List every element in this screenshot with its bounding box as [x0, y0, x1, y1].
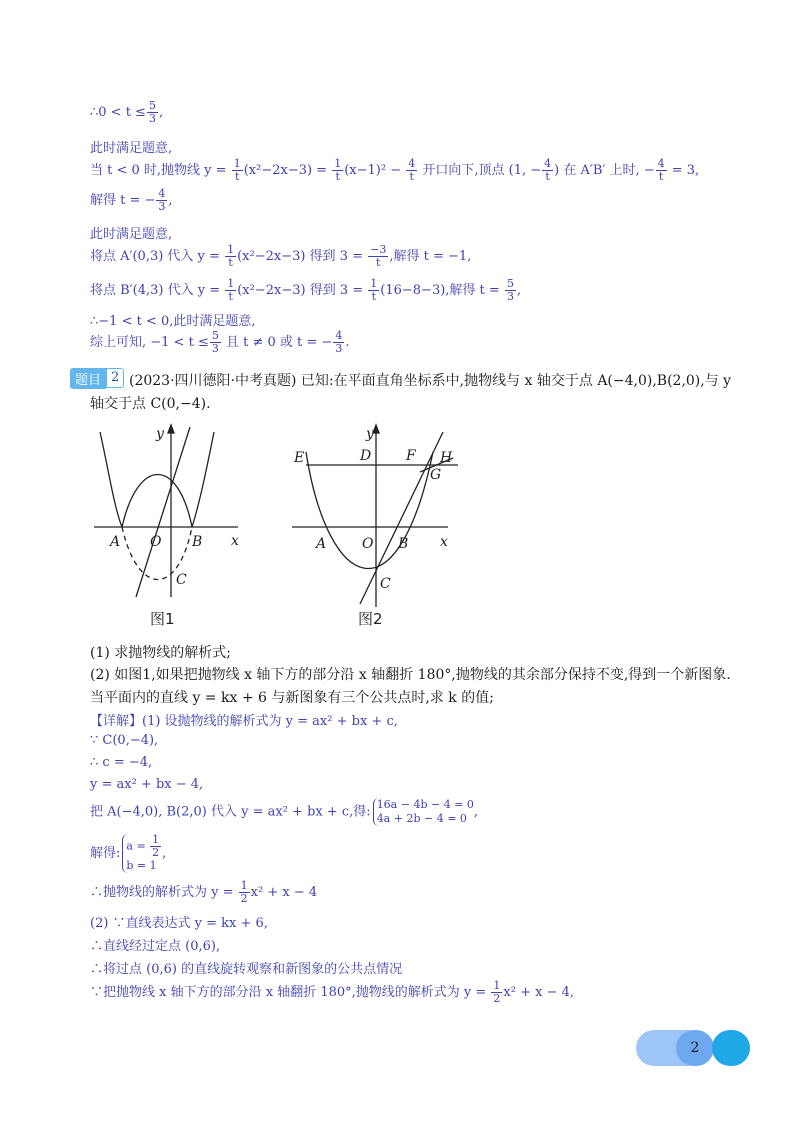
sol-line-4: 解得 t = − $\frac{4}{3}$ , — [90, 187, 173, 213]
problem-number: 2 — [106, 368, 124, 388]
fig1-label-o: O — [150, 534, 162, 550]
sol-line-2: 此时满足题意, — [90, 141, 173, 156]
sol-line-3: 当 t < 0 时,抛物线 y = $\frac{1}{t}$ (x²−2x−3) = $\frac{1}{t}$ (x−1)² − $\frac{4}{t}$ 开口向下,顶点 (1, − $\frac{4}{t}$ ) 在 A′B′ 上时, − $\frac{4}{t}$ = 3, — [90, 157, 700, 183]
fig2-label-h: H — [440, 450, 453, 466]
question-2a: (2) 如图1,如果把抛物线 x 轴下方的部分沿 x 轴翻折 180°,抛物线的其余部分保持不变,得到一个新图象. — [90, 667, 731, 683]
fig2-label-b: B — [398, 536, 409, 552]
detail-line-11: ∵把抛物线 x 轴下方的部分沿 x 轴翻折 180°,抛物线的解析式为 y = $\frac{1}{2}$ x² + x − 4, — [90, 979, 575, 1005]
problem-badge — [70, 368, 124, 388]
fig2-label-g: G — [430, 467, 442, 483]
detail-line-8: (2) ∵直线表达式 y = kx + 6, — [90, 916, 268, 931]
fig1-parabola-left — [100, 432, 122, 527]
detail-line-10: ∴将过点 (0,6) 的直线旋转观察和新图象的公共点情况 — [90, 962, 403, 977]
page-decoration-right — [712, 1030, 750, 1066]
question-2b: 当平面内的直线 y = kx + 6 与新图象有三个公共点时,求 k 的值; — [90, 690, 494, 706]
sol-line-1: ∴0 < t ≤ $\frac{5}{3}$ , — [90, 99, 164, 125]
fig1-parabola-right — [192, 432, 214, 527]
problem-text-1: (2023·四川德阳·中考真题) 已知:在平面直角坐标系中,抛物线与 x 轴交于点 A(−4,0),B(2,0),与 y — [129, 373, 732, 389]
detail-line-5: 把 A(−4,0), B(2,0) 代入 y = ax² + bx + c,得: 16a − 4b − 4 = 0 4a + 2b − 4 = 0 , — [90, 798, 479, 825]
detail-line-4: y = ax² + bx − 4, — [90, 777, 204, 792]
fig1-label-x: x — [231, 533, 239, 549]
fig1-y-arrow — [168, 425, 174, 433]
fig2-label-f: F — [406, 448, 416, 464]
fig1-label-a: A — [110, 534, 121, 550]
problem-text-2: 轴交于点 C(0,−4). — [90, 396, 211, 412]
fig2-label-a: A — [316, 536, 327, 552]
fig1-flipped-arc — [122, 475, 192, 528]
fig1-label-c: C — [176, 572, 187, 588]
fig2-label-o: O — [362, 536, 374, 552]
fig2-caption: 图2 — [358, 610, 383, 628]
fig2-label-d: D — [360, 448, 372, 464]
sol-line-5: 此时满足题意, — [90, 227, 173, 242]
sol-line-8: ∴−1 < t < 0,此时满足题意, — [90, 314, 256, 329]
problem-tag: 题目 — [70, 368, 106, 389]
fig2-tangent-line — [360, 432, 443, 604]
fig1-caption: 图1 — [150, 610, 175, 628]
figure-1 — [88, 422, 248, 602]
detail-line-2: ∵ C(0,−4), — [90, 733, 159, 748]
page-number: 2 — [676, 1030, 714, 1066]
figure-2 — [288, 422, 468, 607]
detail-line-6: 解得: a = $\frac{1}{2}$ b = 1 , — [90, 833, 167, 872]
question-1: (1) 求抛物线的解析式; — [90, 645, 231, 661]
fig1-label-b: B — [192, 534, 203, 550]
fig2-label-e: E — [294, 450, 305, 466]
sol-line-9: 综上可知, −1 < t ≤ $\frac{5}{3}$ 且 t ≠ 0 或 t = − $\frac{4}{3}$ . — [90, 329, 350, 355]
fig2-label-c: C — [380, 576, 391, 592]
detail-line-7: ∴抛物线的解析式为 y = $\frac{1}{2}$ x² + x − 4 — [90, 879, 318, 905]
fig1-label-y: y — [156, 426, 164, 442]
sol-line-7: 将点 B′(4,3) 代入 y = $\frac{1}{t}$ (x²−2x−3) 得到 3 = $\frac{1}{t}$ (16−8−3),解得 t = $\frac{5}{3}$ , — [90, 277, 522, 303]
detail-line-1: 【详解】(1) 设抛物线的解析式为 y = ax² + bx + c, — [90, 714, 398, 729]
sol-line-6: 将点 A′(0,3) 代入 y = $\frac{1}{t}$ (x²−2x−3) 得到 3 = $\frac{-3}{t}$ ,解得 t = −1, — [90, 243, 472, 269]
fig2-label-y: y — [366, 426, 374, 442]
fig2-label-x: x — [440, 534, 448, 550]
detail-line-3: ∴ c = −4, — [90, 755, 153, 770]
detail-line-9: ∴直线经过定点 (0,6), — [90, 939, 221, 954]
